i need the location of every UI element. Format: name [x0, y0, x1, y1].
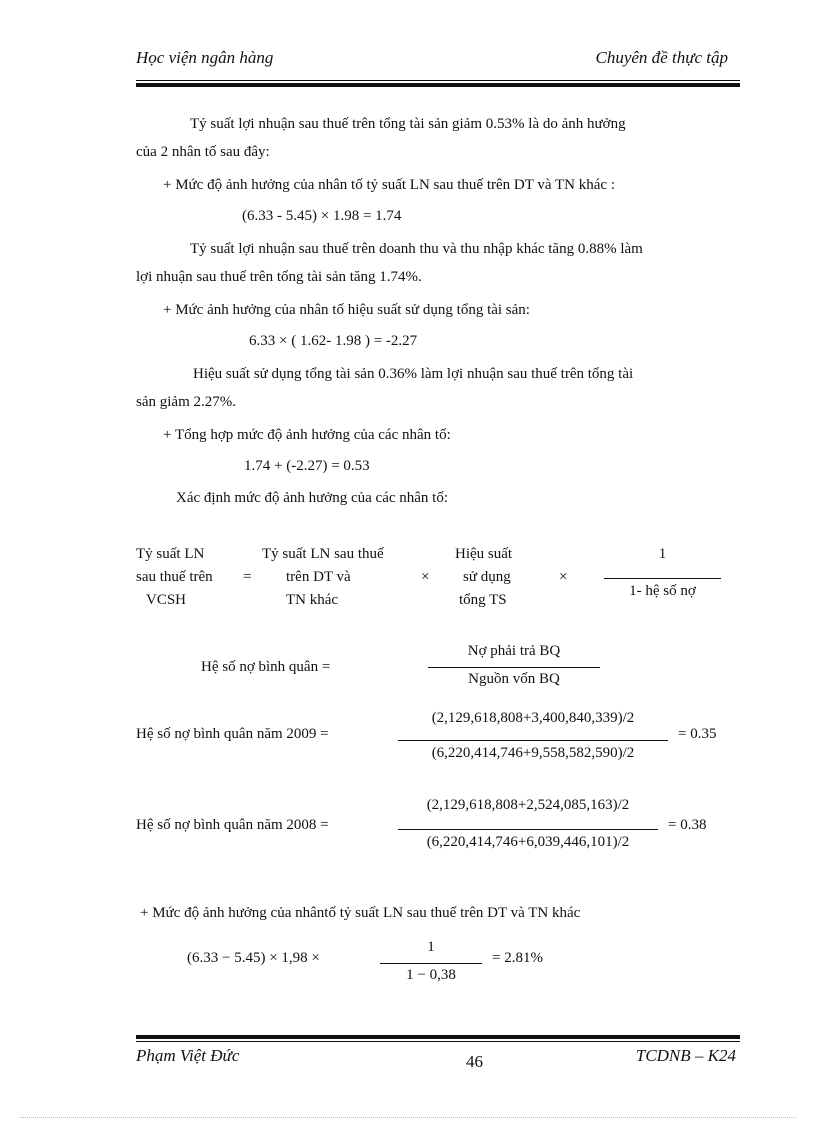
para1-line1: Tỷ suất lợi nhuận sau thuế trên tổng tài sản giảm 0.53% là do ảnh hưởng — [190, 116, 626, 132]
term1-line3: VCSH — [146, 592, 187, 608]
debt-2009-label: Hệ số nợ bình quân năm 2009 = — [136, 726, 329, 742]
header-rule-thick — [136, 83, 740, 87]
debt-2008-numerator: (2,129,618,808+2,524,085,163)/2 — [426, 797, 630, 813]
term3-line3: tổng TS — [459, 592, 507, 608]
term1-line1: Tỷ suất LN — [136, 546, 205, 562]
final-expression: (6.33 − 5.45) × 1,98 × — [187, 950, 320, 966]
para1-line2: của 2 nhân tố sau đây: — [136, 144, 270, 160]
term2-line2: trên DT và — [286, 569, 351, 585]
debt-2009-numerator: (2,129,618,808+3,400,840,339)/2 — [431, 710, 635, 726]
para4: Xác định mức độ ảnh hưởng của các nhân tố: — [176, 490, 449, 506]
header-school: Học viện ngân hàng — [136, 48, 274, 67]
debt-2009-denominator: (6,220,414,746+9,558,582,590)/2 — [431, 745, 635, 761]
times-sign-2: × — [559, 569, 568, 585]
final-denominator: 1 − 0,38 — [406, 967, 456, 983]
debt-ratio-numerator: Nợ phải trả BQ — [467, 643, 561, 659]
para3-line2: sản giảm 2.27%. — [136, 394, 236, 410]
header-title: Chuyên đề thực tập — [595, 48, 728, 67]
debt-2009-result: = 0.35 — [678, 726, 717, 742]
debt-ratio-label: Hệ số nợ bình quân = — [201, 659, 331, 675]
bullet-1: + Mức độ ảnh hưởng của nhân tố tỷ suất LN sau thuế trên DT và TN khác : — [163, 177, 615, 193]
frac-denominator: 1- hệ số nợ — [629, 583, 696, 599]
final-numerator: 1 — [427, 939, 435, 955]
para3-line1: Hiệu suất sử dụng tổng tài sản 0.36% làm lợi nhuận sau thuế trên tổng tài — [193, 366, 634, 382]
equation-1: (6.33 - 5.45) × 1.98 = 1.74 — [242, 208, 402, 224]
debt-2008-label: Hệ số nợ bình quân năm 2008 = — [136, 817, 329, 833]
footer-class: TCDNB – K24 — [635, 1046, 736, 1065]
debt-2008-result: = 0.38 — [668, 817, 707, 833]
para2-line2: lợi nhuận sau thuế trên tổng tài sản tăng 1.74%. — [136, 269, 422, 285]
equation-3: 1.74 + (-2.27) = 0.53 — [244, 458, 370, 474]
equals-sign: = — [243, 569, 252, 585]
bullet-2: + Mức ảnh hưởng của nhân tố hiệu suất sử dụng tổng tài sản: — [163, 302, 530, 318]
page-number: 46 — [466, 1052, 483, 1071]
term2-line3: TN khác — [286, 592, 339, 608]
fraction-bar — [604, 578, 721, 579]
debt-2008-bar — [398, 829, 658, 830]
footer-author: Phạm Việt Đức — [136, 1046, 240, 1065]
frac-numerator: 1 — [658, 546, 667, 562]
debt-2008-denominator: (6,220,414,746+6,039,446,101)/2 — [426, 834, 630, 850]
bullet-final: + Mức độ ảnh hưởng của nhântố tỷ suất LN sau thuế trên DT và TN khác — [140, 905, 581, 921]
footer-rule-thick — [136, 1035, 740, 1039]
debt-ratio-denominator: Nguồn vốn BQ — [468, 671, 560, 687]
para2-line1: Tỷ suất lợi nhuận sau thuế trên doanh thu và thu nhập khác tăng 0.88% làm — [190, 241, 643, 257]
footer-rule-thin — [136, 1041, 740, 1042]
debt-2009-bar — [398, 740, 668, 741]
header-rule-thin — [136, 80, 740, 81]
term2-line1: Tỷ suất LN sau thuế — [262, 546, 384, 562]
debt-ratio-bar — [428, 667, 600, 668]
equation-2: 6.33 × ( 1.62- 1.98 ) = -2.27 — [249, 333, 418, 349]
final-bar — [380, 963, 482, 964]
bullet-3: + Tổng hợp mức độ ảnh hưởng của các nhân tố: — [163, 427, 451, 443]
times-sign-1: × — [421, 569, 430, 585]
term3-line2: sử dụng — [463, 569, 511, 585]
page-bottom-dotted-line — [20, 1117, 796, 1118]
term1-line2: sau thuế trên — [136, 569, 213, 585]
term3-line1: Hiệu suất — [455, 546, 513, 562]
final-result: = 2.81% — [492, 950, 543, 966]
